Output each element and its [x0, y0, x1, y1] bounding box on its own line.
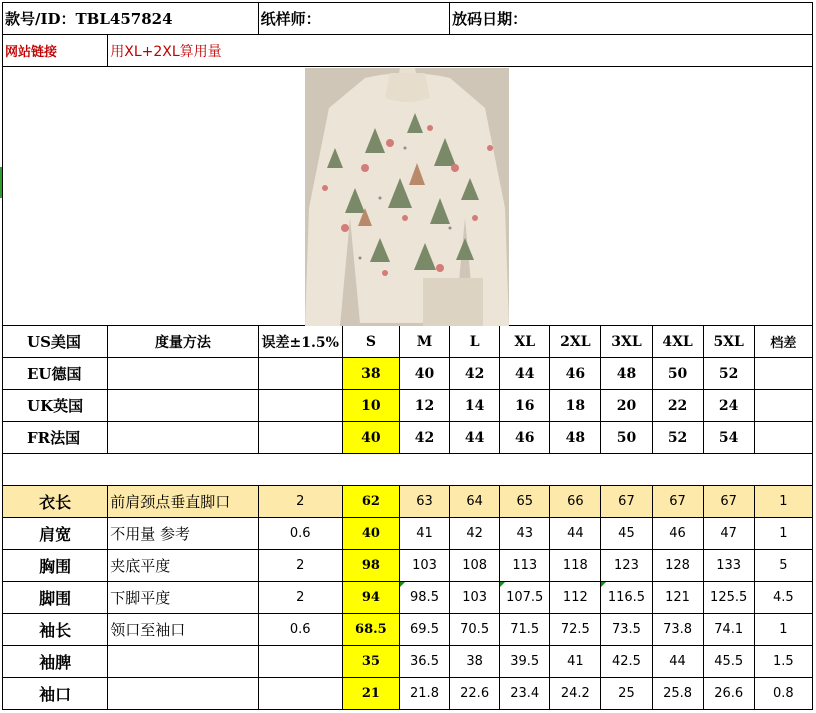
region-size-m[interactable]: 42	[399, 422, 449, 454]
measurement-size-5xl[interactable]: 47	[703, 518, 754, 550]
region-size-2xl[interactable]: 48	[550, 422, 601, 454]
measurement-name[interactable]: 脚围	[3, 582, 108, 614]
measurement-row	[3, 678, 813, 710]
measurement-method[interactable]	[108, 646, 258, 678]
measurement-size-xl[interactable]: 23.4	[500, 678, 550, 710]
measurement-size-l[interactable]: 103	[450, 582, 500, 614]
measurement-grade[interactable]: 0.8	[754, 678, 812, 710]
measurement-method[interactable]: 领口至袖口	[108, 614, 258, 646]
region-size-m[interactable]: 40	[399, 358, 449, 390]
measurement-name[interactable]: 衣长	[3, 486, 108, 518]
measurement-size-2xl[interactable]: 118	[550, 550, 601, 582]
measurement-size-4xl[interactable]: 46	[652, 518, 703, 550]
region-size-m[interactable]: 12	[399, 390, 449, 422]
measurement-size-2xl[interactable]: 66	[550, 486, 601, 518]
measurement-row	[3, 550, 813, 582]
region-size-4xl[interactable]: 22	[652, 390, 703, 422]
measurement-grade[interactable]: 1.5	[754, 646, 812, 678]
measurement-size-s[interactable]: 68.5	[342, 614, 399, 646]
method-cell[interactable]	[108, 358, 258, 390]
measurement-tolerance[interactable]	[258, 646, 342, 678]
region-row	[3, 422, 813, 454]
size-header-2xl[interactable]: 2XL	[550, 326, 601, 358]
measurement-size-s[interactable]: 98	[342, 550, 399, 582]
measurement-size-4xl[interactable]: 121	[652, 582, 703, 614]
pattern-maker-cell[interactable]: 纸样师：	[258, 3, 449, 35]
region-size-2xl[interactable]: 18	[550, 390, 601, 422]
measurement-size-5xl[interactable]: 74.1	[703, 614, 754, 646]
measurement-size-m[interactable]: 103	[399, 550, 449, 582]
region-label[interactable]: EU德国	[3, 358, 108, 390]
measurement-size-3xl[interactable]: 42.5	[601, 646, 652, 678]
measurement-size-xl[interactable]: 43	[500, 518, 550, 550]
measurement-name[interactable]: 袖脾	[3, 646, 108, 678]
region-size-xl[interactable]: 16	[500, 390, 550, 422]
measurement-name[interactable]: 袖口	[3, 678, 108, 710]
tolerance-header[interactable]: 误差±1.5%	[258, 326, 342, 358]
grade-cell[interactable]	[754, 390, 812, 422]
region-size-4xl[interactable]: 52	[652, 422, 703, 454]
measurement-grade[interactable]: 1	[754, 486, 812, 518]
measurement-size-5xl[interactable]: 125.5	[703, 582, 754, 614]
size-header-3xl[interactable]: 3XL	[601, 326, 652, 358]
region-header[interactable]: US美国	[3, 326, 108, 358]
measurement-size-l[interactable]: 22.6	[450, 678, 500, 710]
measurement-method[interactable]: 不用量 参考	[108, 518, 258, 550]
size-header-s[interactable]: S	[342, 326, 399, 358]
region-row	[3, 358, 813, 390]
region-size-5xl[interactable]: 52	[703, 358, 754, 390]
region-label[interactable]: FR法国	[3, 422, 108, 454]
grade-header[interactable]: 档差	[754, 326, 812, 358]
grading-date-cell[interactable]: 放码日期：	[450, 3, 813, 35]
measurement-size-3xl[interactable]: 116.5	[601, 582, 652, 614]
measurement-size-5xl[interactable]: 67	[703, 486, 754, 518]
measurement-size-5xl[interactable]: 26.6	[703, 678, 754, 710]
region-size-l[interactable]: 44	[450, 422, 500, 454]
measurement-row	[3, 646, 813, 678]
measurement-method[interactable]: 前肩颈点垂直脚口	[108, 486, 258, 518]
measurement-method[interactable]: 下脚平度	[108, 582, 258, 614]
region-size-s[interactable]: 10	[342, 390, 399, 422]
measurement-size-3xl[interactable]: 73.5	[601, 614, 652, 646]
measurement-size-xl[interactable]: 39.5	[500, 646, 550, 678]
size-header-xl[interactable]: XL	[500, 326, 550, 358]
region-size-3xl[interactable]: 48	[601, 358, 652, 390]
measurement-tolerance[interactable]: 0.6	[258, 518, 342, 550]
region-size-s[interactable]: 40	[342, 422, 399, 454]
measurement-size-xl[interactable]: 107.5	[500, 582, 550, 614]
size-header-5xl[interactable]: 5XL	[703, 326, 754, 358]
method-header[interactable]: 度量方法	[108, 326, 258, 358]
measurement-size-l[interactable]: 38	[450, 646, 500, 678]
measurement-size-4xl[interactable]: 67	[652, 486, 703, 518]
size-header-4xl[interactable]: 4XL	[652, 326, 703, 358]
measurement-size-m[interactable]: 63	[399, 486, 449, 518]
measurement-row	[3, 582, 813, 614]
measurement-size-2xl[interactable]: 112	[550, 582, 601, 614]
measurement-grade[interactable]: 4.5	[754, 582, 812, 614]
measurement-size-xl[interactable]: 113	[500, 550, 550, 582]
region-size-3xl[interactable]: 20	[601, 390, 652, 422]
measurement-grade[interactable]: 1	[754, 614, 812, 646]
sweater-product-photo	[305, 68, 509, 326]
region-size-l[interactable]: 42	[450, 358, 500, 390]
region-size-4xl[interactable]: 50	[652, 358, 703, 390]
measurement-size-s[interactable]: 62	[342, 486, 399, 518]
measurement-size-2xl[interactable]: 41	[550, 646, 601, 678]
measurement-size-m[interactable]: 98.5	[399, 582, 449, 614]
measurement-grade[interactable]: 5	[754, 550, 812, 582]
measurement-size-4xl[interactable]: 25.8	[652, 678, 703, 710]
measurement-size-l[interactable]: 108	[450, 550, 500, 582]
blank-spacer-row	[3, 454, 813, 486]
website-link-label[interactable]: 网站链接	[3, 35, 108, 67]
measurement-size-2xl[interactable]: 44	[550, 518, 601, 550]
measurement-size-m[interactable]: 69.5	[399, 614, 449, 646]
region-size-3xl[interactable]: 50	[601, 422, 652, 454]
measurement-size-s[interactable]: 35	[342, 646, 399, 678]
measurement-size-4xl[interactable]: 73.8	[652, 614, 703, 646]
tolerance-cell[interactable]	[258, 390, 342, 422]
measurement-grade[interactable]: 1	[754, 518, 812, 550]
tolerance-cell[interactable]	[258, 358, 342, 390]
measurement-size-5xl[interactable]: 45.5	[703, 646, 754, 678]
measurement-size-xl[interactable]: 65	[500, 486, 550, 518]
region-size-s[interactable]: 38	[342, 358, 399, 390]
method-cell[interactable]	[108, 390, 258, 422]
sweater-photo	[305, 68, 509, 326]
measurement-size-m[interactable]: 36.5	[399, 646, 449, 678]
usage-note[interactable]: 用XL+2XL算用量	[108, 35, 813, 67]
measurement-row	[3, 486, 813, 518]
measurement-size-2xl[interactable]: 24.2	[550, 678, 601, 710]
region-size-xl[interactable]: 44	[500, 358, 550, 390]
measurement-size-3xl[interactable]: 45	[601, 518, 652, 550]
region-size-xl[interactable]: 46	[500, 422, 550, 454]
size-header-l[interactable]: L	[450, 326, 500, 358]
measurement-size-xl[interactable]: 71.5	[500, 614, 550, 646]
measurement-row	[3, 518, 813, 550]
measurement-size-4xl[interactable]: 44	[652, 646, 703, 678]
style-id-cell[interactable]: 款号/ID：TBL457824	[3, 3, 259, 35]
measurement-size-s[interactable]: 21	[342, 678, 399, 710]
region-label[interactable]: UK英国	[3, 390, 108, 422]
measurement-tolerance[interactable]	[258, 678, 342, 710]
region-size-5xl[interactable]: 54	[703, 422, 754, 454]
measurement-tolerance[interactable]: 2	[258, 486, 342, 518]
grade-cell[interactable]	[754, 422, 812, 454]
measurement-size-3xl[interactable]: 123	[601, 550, 652, 582]
measurement-tolerance[interactable]: 2	[258, 582, 342, 614]
size-header-m[interactable]: M	[399, 326, 449, 358]
region-size-5xl[interactable]: 24	[703, 390, 754, 422]
region-row	[3, 390, 813, 422]
measurement-tolerance[interactable]: 0.6	[258, 614, 342, 646]
measurement-method[interactable]	[108, 678, 258, 710]
measurement-size-2xl[interactable]: 72.5	[550, 614, 601, 646]
measurement-size-s[interactable]: 94	[342, 582, 399, 614]
measurement-size-l[interactable]: 64	[450, 486, 500, 518]
measurement-size-3xl[interactable]: 67	[601, 486, 652, 518]
measurement-size-4xl[interactable]: 128	[652, 550, 703, 582]
measurement-size-m[interactable]: 41	[399, 518, 449, 550]
grade-cell[interactable]	[754, 358, 812, 390]
measurement-size-5xl[interactable]: 133	[703, 550, 754, 582]
measurement-size-s[interactable]: 40	[342, 518, 399, 550]
measurement-size-l[interactable]: 42	[450, 518, 500, 550]
measurement-name[interactable]: 胸围	[3, 550, 108, 582]
measurement-method[interactable]: 夹底平度	[108, 550, 258, 582]
measurement-name[interactable]: 袖长	[3, 614, 108, 646]
measurement-name[interactable]: 肩宽	[3, 518, 108, 550]
method-cell[interactable]	[108, 422, 258, 454]
measurement-size-m[interactable]: 21.8	[399, 678, 449, 710]
region-size-2xl[interactable]: 46	[550, 358, 601, 390]
measurement-size-3xl[interactable]: 25	[601, 678, 652, 710]
measurement-size-l[interactable]: 70.5	[450, 614, 500, 646]
tolerance-cell[interactable]	[258, 422, 342, 454]
measurement-tolerance[interactable]: 2	[258, 550, 342, 582]
region-size-l[interactable]: 14	[450, 390, 500, 422]
measurement-row	[3, 614, 813, 646]
